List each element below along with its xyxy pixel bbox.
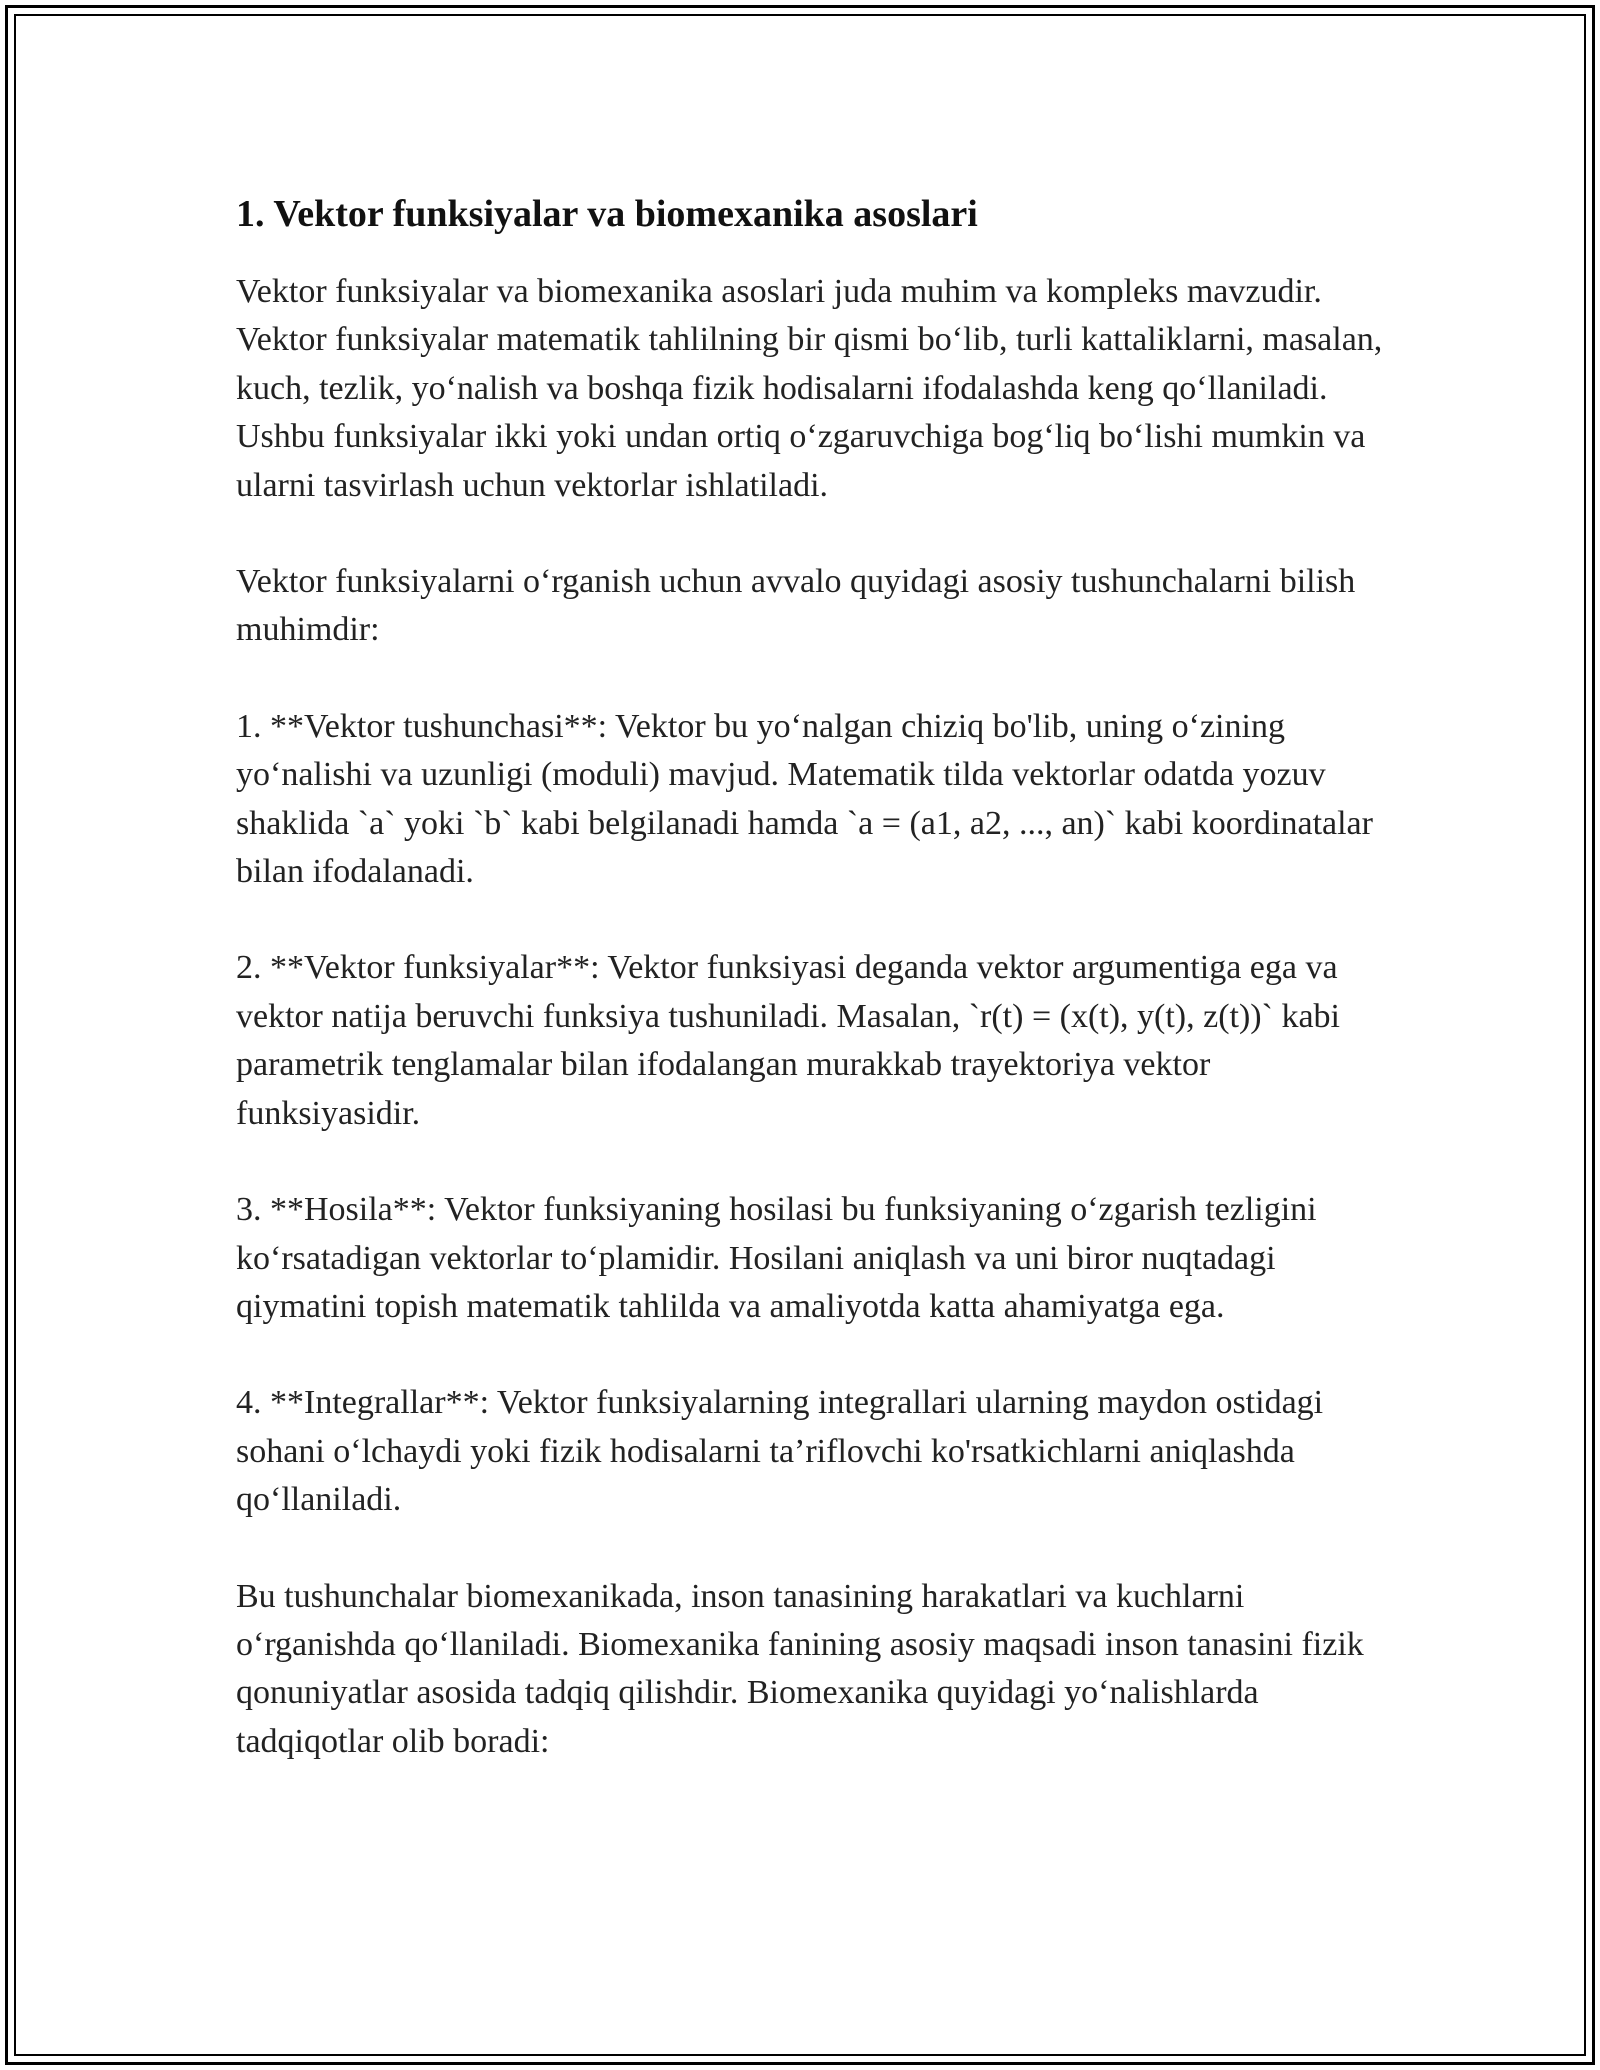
section-heading: 1. Vektor funksiyalar va biomexanika asoslari xyxy=(236,193,978,235)
list-item-derivative: 3. **Hosila**: Vektor funksiyaning hosilasi bu funksiyaning o‘zgarish tezligini ko‘rsatadigan vektorlar to‘plamidir. Hosilani aniqlash va uni biror nuqtadagi qiymatini topish matematik tahlilda va amaliyotda katta ahamiyatga ega. xyxy=(236,1191,1317,1325)
paragraph-intro: Vektor funksiyalar va biomexanika asoslari juda muhim va kompleks mavzudir. Vektor funksiyalar matematik tahlilning bir qismi bo‘lib, turli kattaliklarni, masalan, kuch, tezlik, yo‘nalish va boshqa fizik hodisalarni ifodalashda keng qo‘llaniladi. Ushbu funksiyalar ikki yoki undan ortiq o‘zgaruvchiga bog‘liq bo‘lishi mumkin va ularni tasvirlash uchun vektorlar ishlatiladi. xyxy=(236,273,1383,504)
list-item-vector-functions: 2. **Vektor funksiyalar**: Vektor funksiyasi deganda vektor argumentiga ega va vektor natija beruvchi funksiya tushuniladi. Masalan, `r(t) = (x(t), y(t), z(t))` kabi parametrik tenglamalar bilan ifodalangan murakkab trayektoriya vektor funksiyasidir. xyxy=(236,949,1340,1132)
paragraph-lead-in: Vektor funksiyalarni o‘rganish uchun avvalo quyidagi asosiy tushunchalarni bilish muhimdir: xyxy=(236,563,1356,649)
document-body xyxy=(236,188,1396,1814)
list-item-integrals: 4. **Integrallar**: Vektor funksiyalarning integrallari ularning maydon ostidagi sohani o‘lchaydi yoki fizik hodisalarni ta’riflovchi ko'rsatkichlarni aniqlashda qo‘llaniladi. xyxy=(236,1384,1324,1519)
list-item-vector-concept: 1. **Vektor tushunchasi**: Vektor bu yo‘nalgan chiziq bo'lib, uning o‘zining yo‘nalishi va uzunligi (moduli) mavjud. Matematik tilda vektorlar odatda yozuv shaklida `a` yoki `b` kabi belgilanadi hamda `a = (a1, a2, ..., an)` kabi koordinatalar bilan ifodalanadi. xyxy=(236,707,1373,891)
paragraph-biomechanics: Bu tushunchalar biomexanikada, inson tanasining harakatlari va kuchlarni o‘rganishda qo‘llaniladi. Biomexanika fanining asosiy maqsadi inson tanasini fizik qonuniyatlar asosida tadqiq qilishdir. Biomexanika quyidagi yo‘nalishlarda tadqiqotlar olib boradi: xyxy=(236,1577,1364,1760)
